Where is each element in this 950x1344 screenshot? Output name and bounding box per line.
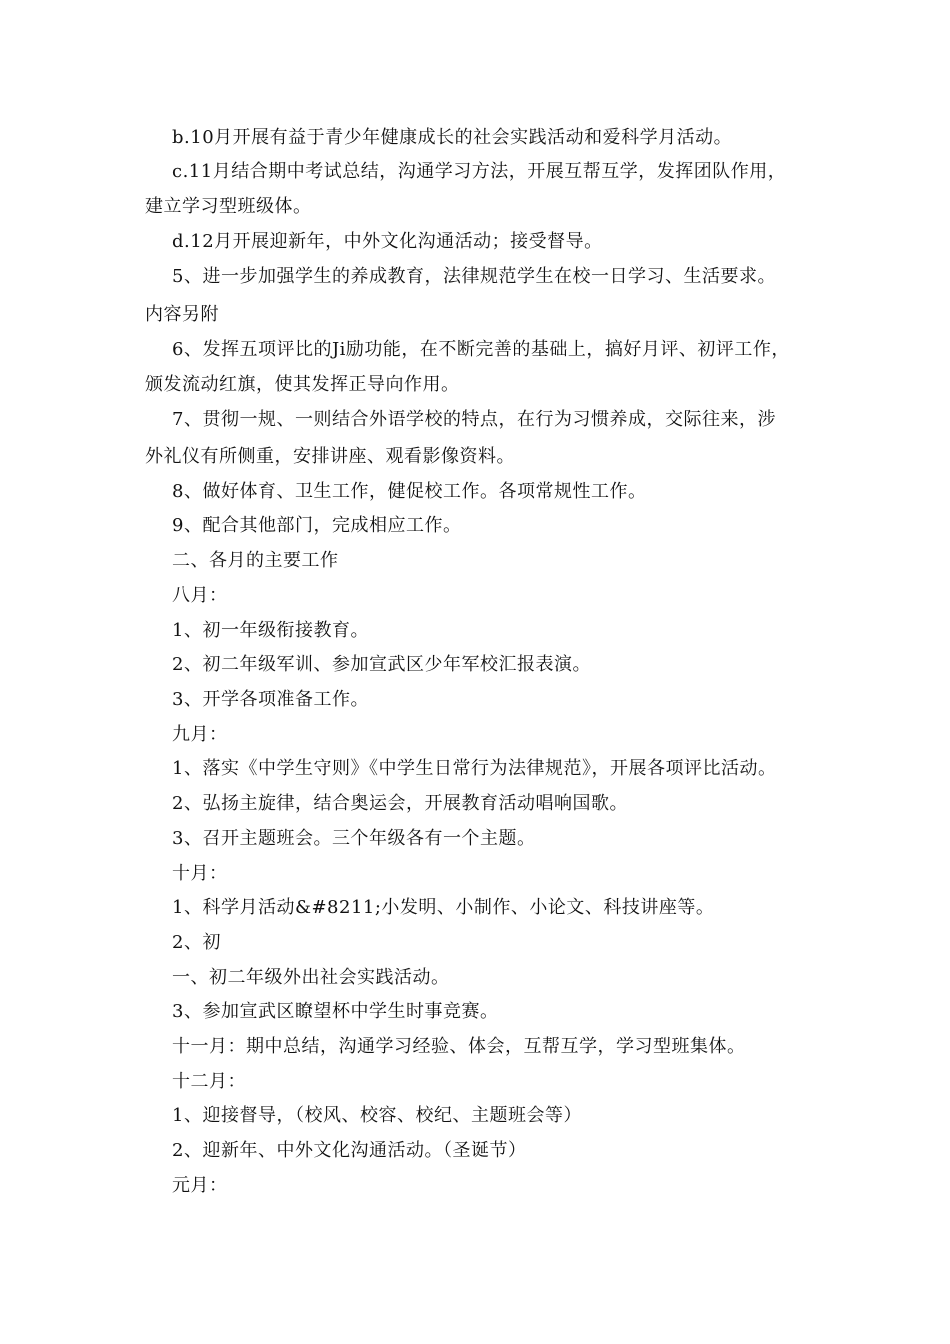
text-line: 8、做好体育、卫生工作，健促校工作。各项常规性工作。: [172, 481, 647, 502]
month-heading: 八月：: [172, 585, 228, 606]
text-line: 2、迎新年、中外文化沟通活动。（圣诞节）: [172, 1140, 527, 1161]
month-heading: 九月：: [172, 724, 228, 745]
text-line: 6、发挥五项评比的Ji励功能，在不断完善的基础上，搞好月评、初评工作，: [172, 339, 790, 360]
text-line: 内容另附: [145, 304, 219, 325]
text-line: 2、初: [172, 932, 221, 953]
section-heading: 二、各月的主要工作: [172, 550, 339, 571]
text-line: c.11月结合期中考试总结，沟通学习方法，开展互帮互学，发挥团队作用，: [172, 161, 787, 182]
text-line: 建立学习型班级体。: [145, 196, 312, 217]
text-line: 3、参加宣武区瞭望杯中学生时事竞赛。: [172, 1001, 499, 1022]
text-line: 外礼仪有所侧重，安排讲座、观看影像资料。: [145, 446, 515, 467]
month-heading: 元月：: [172, 1175, 228, 1196]
text-line: 2、弘扬主旋律，结合奥运会，开展教育活动唱响国歌。: [172, 793, 628, 814]
text-line: b.10月开展有益于青少年健康成长的社会实践活动和爱科学月活动。: [172, 127, 733, 148]
text-line: 1、落实《中学生守则》《中学生日常行为法律规范》，开展各项评比活动。: [172, 758, 777, 779]
text-line: 3、召开主题班会。三个年级各有一个主题。: [172, 828, 536, 849]
month-heading: 十月：: [172, 863, 228, 884]
month-heading: 十二月：: [172, 1071, 246, 1092]
text-line: 1、科学月活动&#8211;小发明、小制作、小论文、科技讲座等。: [172, 897, 715, 918]
text-line: 十一月：期中总结，沟通学习经验、体会，互帮互学，学习型班集体。: [172, 1036, 746, 1057]
text-line: 一、初二年级外出社会实践活动。: [172, 967, 450, 988]
text-line: 1、迎接督导，（校风、校容、校纪、主题班会等）: [172, 1105, 582, 1126]
text-line: 1、初一年级衔接教育。: [172, 620, 369, 641]
text-line: 9、配合其他部门，完成相应工作。: [172, 515, 462, 536]
text-line: 3、开学各项准备工作。: [172, 689, 369, 710]
text-line: 颁发流动红旗，使其发挥正导向作用。: [145, 374, 460, 395]
text-line: 2、初二年级军训、参加宣武区少年军校汇报表演。: [172, 654, 591, 675]
text-line: 7、贯彻一规、一则结合外语学校的特点，在行为习惯养成，交际往来，涉: [172, 409, 776, 430]
text-line: 5、进一步加强学生的养成教育，法律规范学生在校一日学习、生活要求。: [172, 266, 776, 287]
text-line: d.12月开展迎新年，中外文化沟通活动；接受督导。: [172, 231, 603, 252]
